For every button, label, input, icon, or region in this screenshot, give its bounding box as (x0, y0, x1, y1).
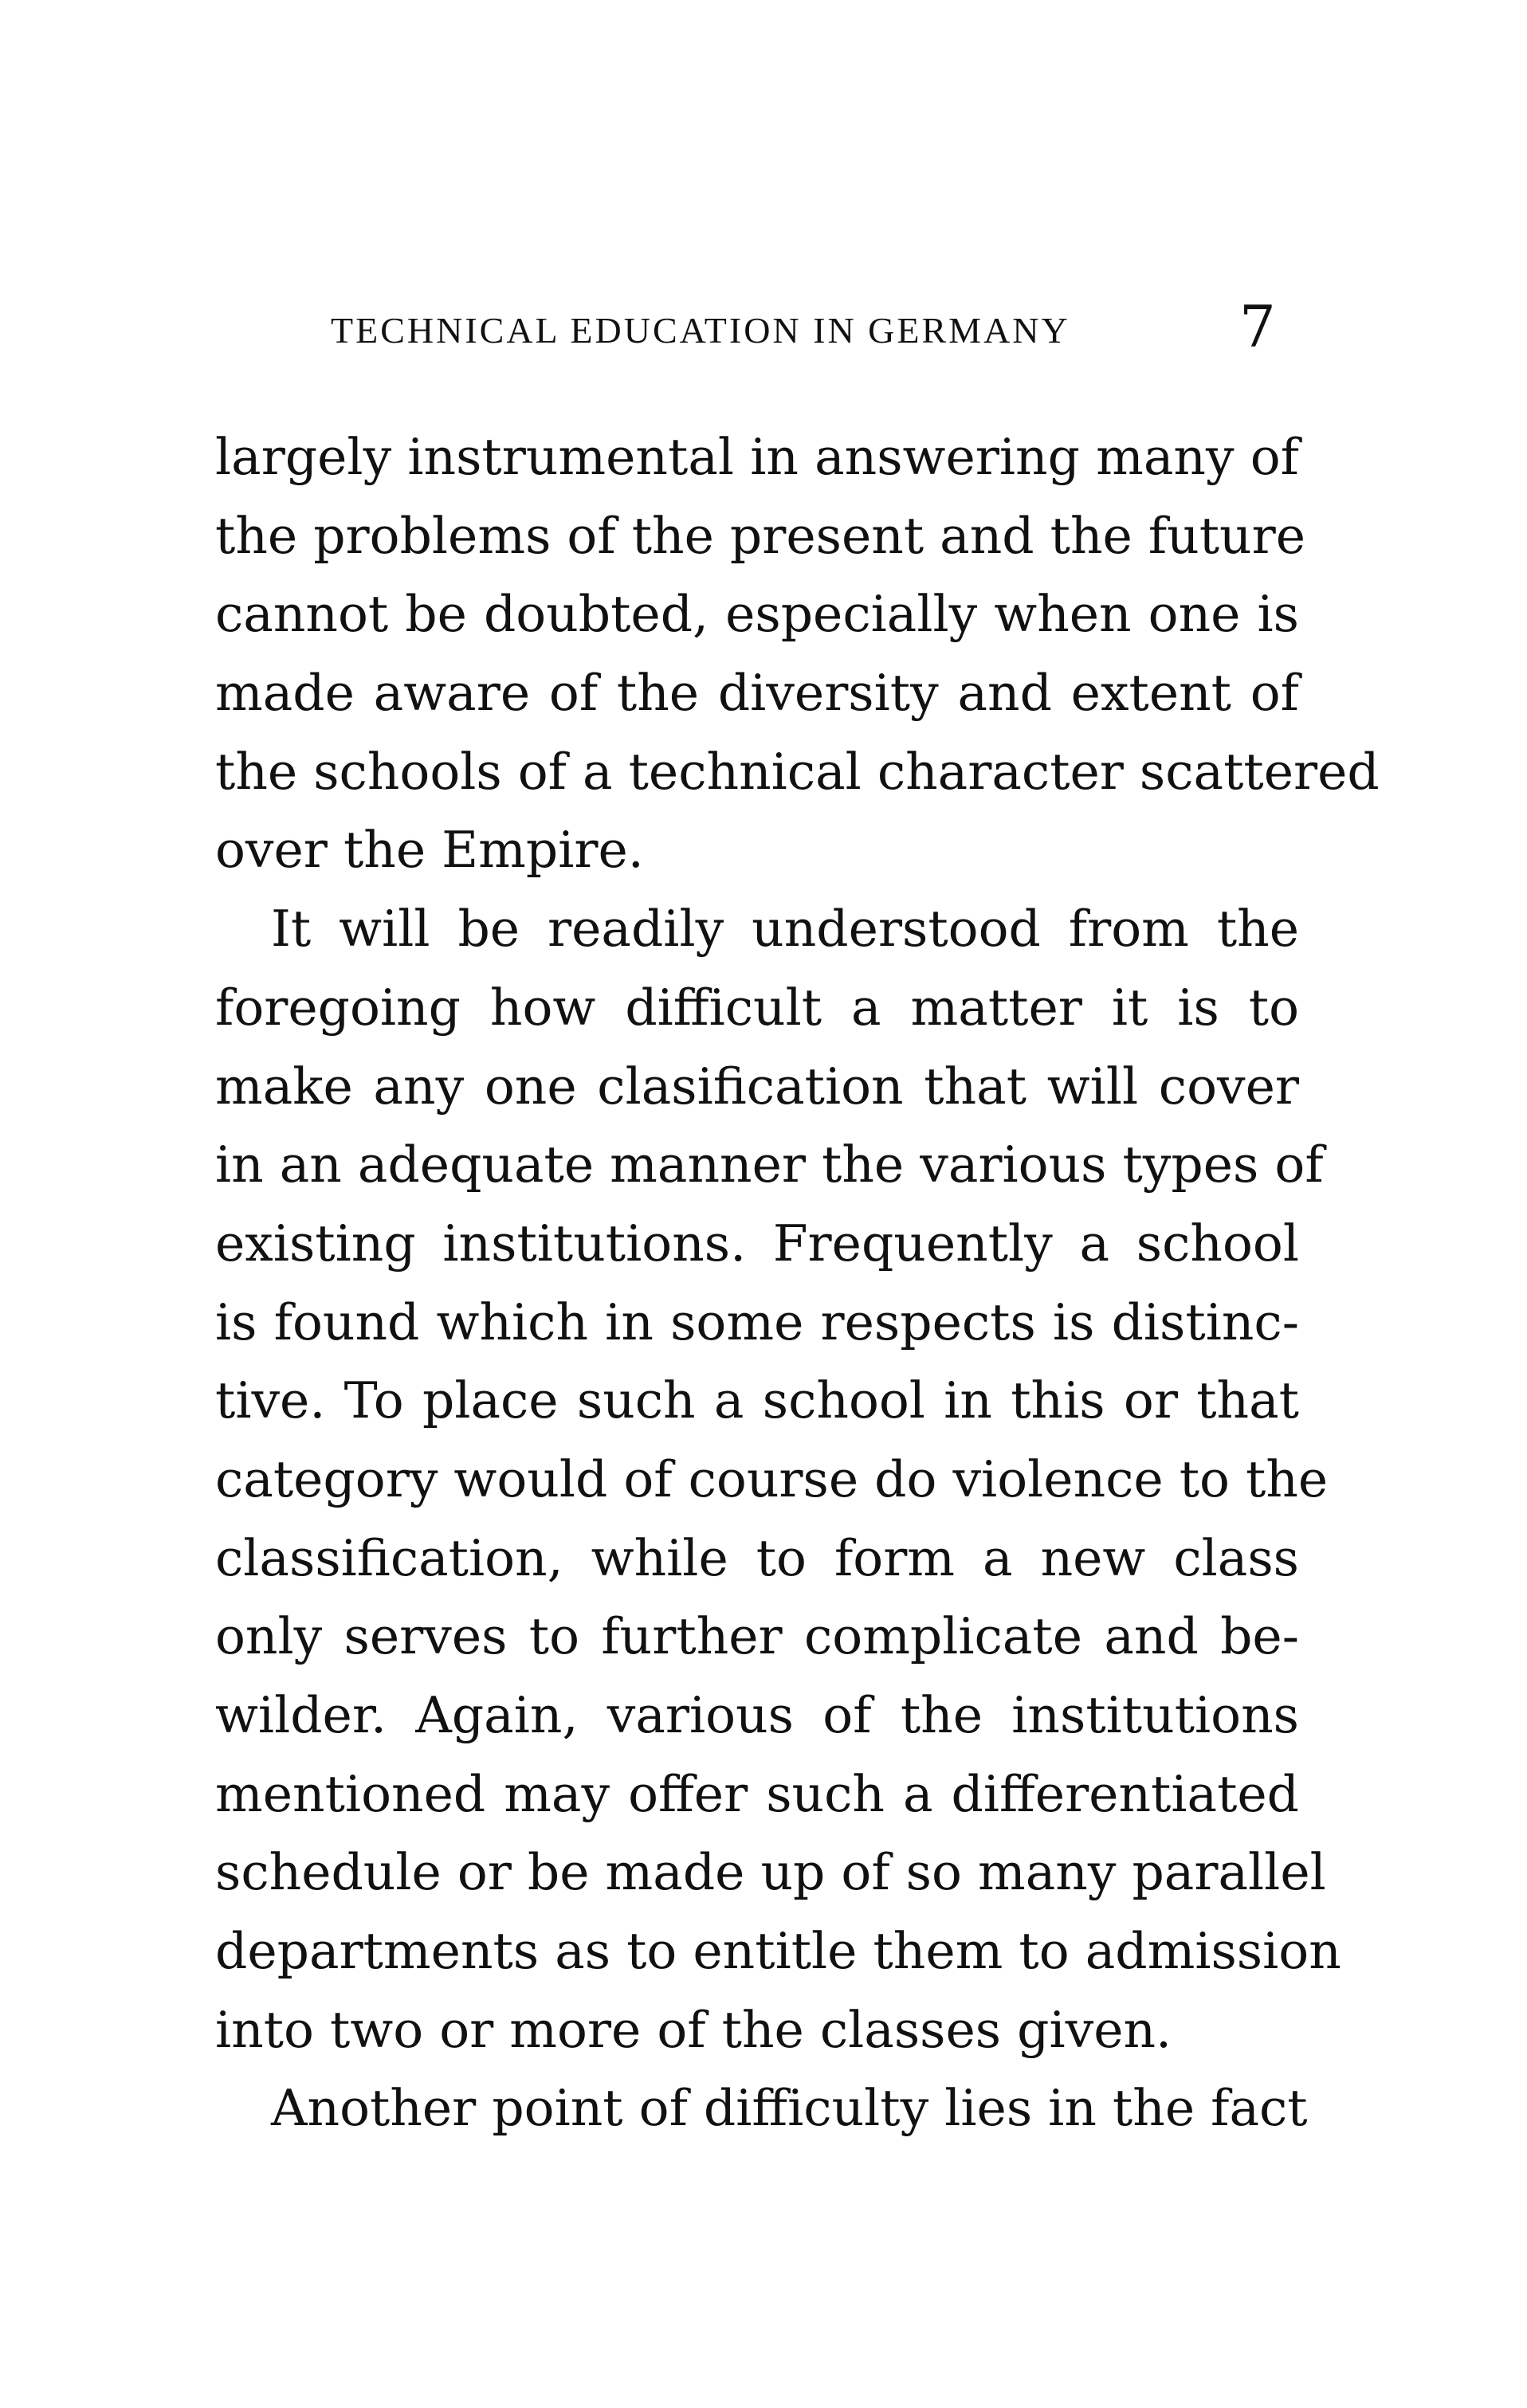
text-line: existing institutions. Frequently a school (215, 1214, 1299, 1273)
text-line: schedule or be made up of so many parallel (215, 1843, 1326, 1902)
text-line: the problems of the present and the future (215, 506, 1306, 565)
running-head-title: TECHNICAL EDUCATION IN GERMANY (331, 310, 1070, 351)
text-line: departments as to entitle them to admission (215, 1922, 1341, 1981)
text-line: category would of course do violence to the (215, 1449, 1329, 1508)
text-line: only serves to further complicate and be- (215, 1607, 1299, 1666)
text-line: It will be readily understood from the (271, 900, 1299, 959)
text-line: the schools of a technical character scattered (215, 742, 1380, 801)
page-number: 7 (1239, 293, 1276, 360)
text-line: make any one clasification that will cover (215, 1057, 1299, 1116)
text-line: in an adequate manner the various types of (215, 1135, 1324, 1194)
text-line: largely instrumental in answering many of (215, 428, 1299, 486)
text-line: classification, while to form a new class (215, 1528, 1299, 1587)
text-line: over the Empire. (215, 821, 644, 880)
text-line: into two or more of the classes given. (215, 2000, 1172, 2059)
text-line: made aware of the diversity and extent of (215, 664, 1299, 723)
text-line: Another point of difficulty lies in the fact (271, 2079, 1308, 2138)
text-line: mentioned may offer such a differentiated (215, 1764, 1299, 1823)
text-line: foregoing how difficult a matter it is to (215, 978, 1299, 1037)
text-line: is found which in some respects is distinc- (215, 1292, 1299, 1351)
text-line: wilder. Again, various of the institutions (215, 1686, 1299, 1744)
text-line: tive. To place such a school in this or that (215, 1371, 1299, 1430)
text-line: cannot be doubted, especially when one is (215, 585, 1299, 644)
body-text (215, 418, 1380, 2148)
